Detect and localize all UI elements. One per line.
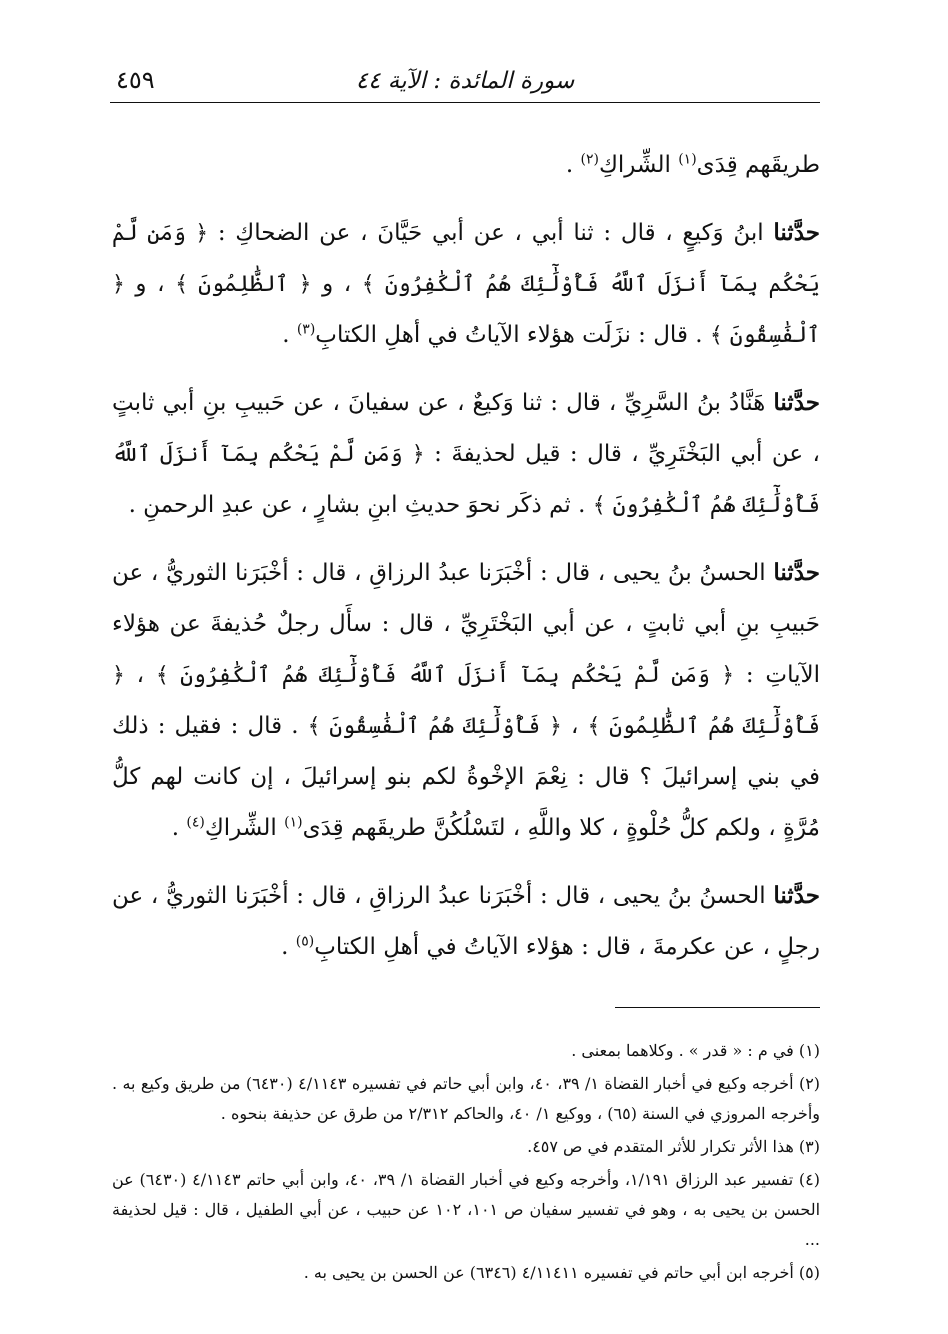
hadith-paragraph [112,207,820,361]
quran-quote: ﴿ ٱلظَّٰلِمُونَ ﴾ [175,272,312,297]
footnote: (٥) أخرجه ابن أبي حاتم في تفسيره ٤/١١٤١١ (٦٣٤٦) عن الحسن بن يحيى به . [303,1263,820,1282]
isnad-text: الحسنُ بنُ يحيى ، قال : أخْبَرَنا عبدُ الرزاقِ ، قال : أخْبَرَنا الثوريُّ ، عن رجلٍ ، عن عكرمةَ ، قال : هؤلاء الآياتُ في أهلِ الكتابِ [112,883,820,960]
text: . ثم ذكَر نحوَ حديثِ ابنِ بشارٍ ، عن عبدِ الرحمنِ . [128,492,593,518]
page-header [110,62,820,103]
quran-quote: ﴿ وَمَن لَّمْ يَحْكُم بِمَآ أَنزَلَ ٱللَّهُ فَأُوْلَٰٓئِكَ هُمُ ٱلْكَٰفِرُونَ ﴾ [155,663,735,688]
footnote: (١) في م : « قدر » . وكلاهما بمعنى . [571,1041,820,1060]
quran-quote: ﴿ فَأُوْلَٰٓئِكَ هُمُ ٱلظَّٰلِمُونَ ﴾ [112,663,820,739]
text: . [281,934,296,960]
text: ، [561,713,588,739]
hadith-paragraph [112,870,820,973]
narration-lead: حدَّثنا [773,219,820,246]
hadith-paragraph [112,377,820,531]
footnote-ref: (٢) [580,151,599,168]
text: الشِّراكِ [204,815,285,841]
isnad-text: ابنُ وَكيعٍ ، قال : ثنا أبي ، عن أبي حَيَّانَ ، عن الضحاكِ : [208,220,774,246]
footnote-ref: (٤) [186,814,205,831]
text: طريقَهم قِدَى [696,152,820,178]
text: . قال : نزَلَت هؤلاء الآياتُ في أهلِ الكتابِ [315,322,710,348]
main-text [112,140,820,989]
footnote: (٣) هذا الأثر تكرار للأثر المتقدم في ص ٤٥٧. [527,1137,820,1156]
narration-lead: حدَّثنا [773,389,820,416]
footnotes [112,1036,820,1291]
narration-lead: حدَّثنا [773,882,820,909]
text: . [171,815,187,841]
page-number: ٤٥٩ [116,66,155,94]
quran-quote: ﴿ ٱلْفَٰسِقُونَ ﴾ [112,272,820,348]
footnote-ref: (١) [284,814,303,831]
paragraph-continuation [112,140,820,191]
quran-quote: ﴿ وَمَن لَّمْ يَحْكُم بِمَآ أَنزَلَ ٱللَّهُ فَأُوْلَٰٓئِكَ هُمُ ٱلْكَٰفِرُونَ ﴾ [112,221,821,297]
text: . [282,322,297,348]
quran-quote: ﴿ وَمَن لَّمْ يَحْكُم بِمَآ أَنزَلَ ٱللَّهُ فَأُوْلَٰٓئِكَ هُمُ ٱلْكَٰفِرُونَ ﴾ [112,442,820,518]
footnote-ref: (١) [678,151,697,168]
isnad-text: الحسنُ بنُ يحيى ، قال : أخْبَرَنا عبدُ الرزاقِ ، قال : أخْبَرَنا الثوريُّ ، عن حَبيبِ بنِ أبي ثابتٍ ، عن أبي البَخْتَرِيِّ ، قال : سأَل رجلٌ حُذيفةَ عن هؤلاء الآياتِ : [112,560,820,688]
text: . [565,152,581,178]
footnote-divider [615,1007,820,1008]
quran-quote: ﴿ فَأُوْلَٰٓئِكَ هُمُ ٱلْفَٰسِقُونَ ﴾ [307,714,562,739]
text: الشِّراكِ [598,152,679,178]
text: ، و [311,271,362,297]
text: . قال : فقيل : ذلك في بني إسرائيلَ ؟ قال : نِعْمَ الإخْوةُ لكم بنو إسرائيلَ ، إن كانت لهم كلُّ مُرَّةٍ ، ولكم كلُّ حُلْوةٍ ، كلا واللَّهِ ، لتَسْلُكُنَّ طريقَهم قِدَى [112,713,820,841]
running-title: سورة المائدة : الآية ٤٤ [355,68,575,94]
hadith-paragraph [112,547,820,854]
footnote: (٢) أخرجه وكيع في أخبار القضاة ١/ ٣٩، ٤٠، وابن أبي حاتم في تفسيره ٤/١١٤٣ (٦٤٣٠) من طريق وكيع به . وأخرجه المروزي في السنة (٦٥) ، ووكيع ١/ ٤٠، والحاكم ٢/٣١٢ من طرق عن حذيفة بنحوه . [112,1074,821,1123]
text: ، و [124,271,176,297]
isnad-text: هَنَّادُ بنُ السَّرِيِّ ، قال : ثنا وَكيعٌ ، عن سفيانَ ، عن حَبيبِ بنِ أبي ثابتٍ ، عن أبي البَخْتَرِيِّ ، قال : قيل لحذيفةَ : [112,390,820,467]
footnote: (٤) تفسير عبد الرزاق ١/١٩١، وأخرجه وكيع في أخبار القضاة ١/ ٣٩، ٤٠، وابن أبي حاتم ٤/١١٤٣ (٦٤٣٠) عن الحسن بن يحيى به ، وهو في تفسير سفيان ص ١٠١، ١٠٢ عن حبيب ، عن أبي الطفيل ، قال : قيل لحذيفة ... [112,1170,821,1249]
narration-lead: حدَّثنا [773,559,820,586]
footnote-ref: (٣) [296,321,316,338]
footnote-ref: (٥) [295,933,315,950]
text: ، [124,662,156,688]
